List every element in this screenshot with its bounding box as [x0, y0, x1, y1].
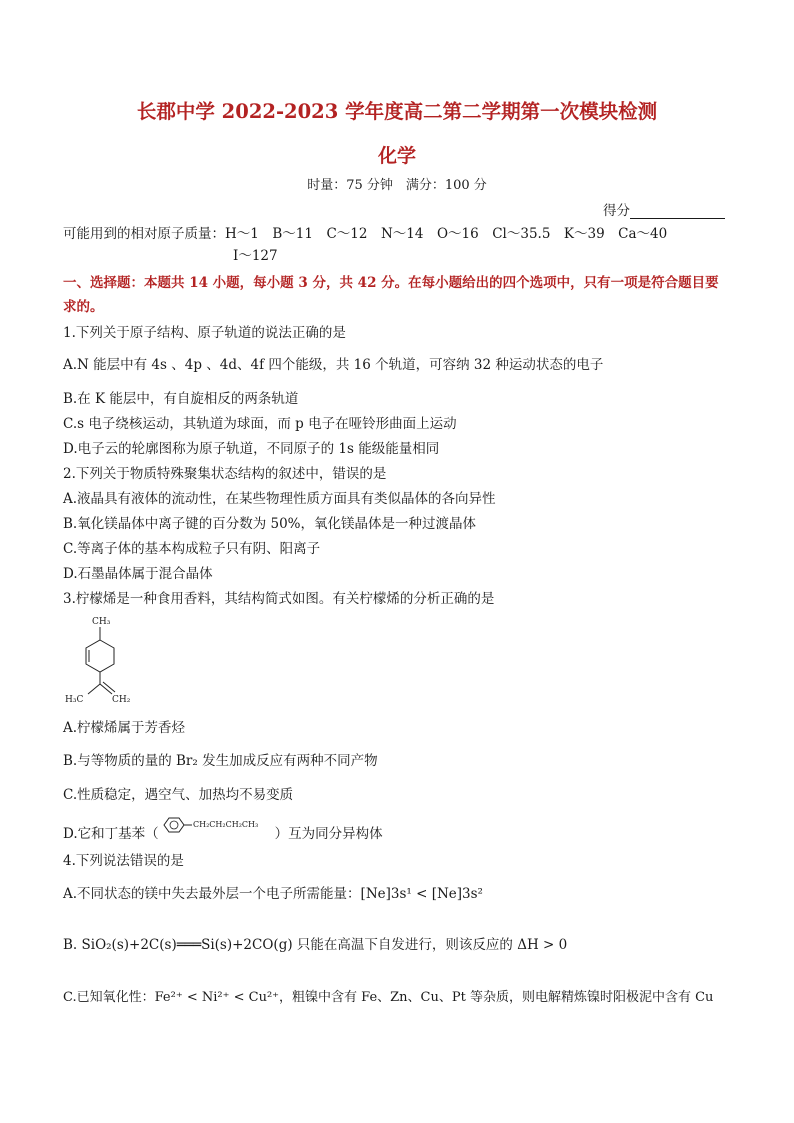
q4-option-b-expr: SiO₂(s)+2C(s)═══Si(s)+2CO(g)	[81, 937, 293, 953]
q2-option-a: A.液晶具有液体的流动性，在某些物理性质方面具有类似晶体的各向异性	[63, 491, 496, 507]
q4-stem: 4.下列说法错误的是	[63, 853, 184, 869]
subject-title: 化学	[377, 145, 416, 167]
q3-stem: 3.柠檬烯是一种食用香料，其结构简式如图。有关柠檬烯的分析正确的是	[63, 591, 495, 607]
q1-option-d: D.电子云的轮廓图称为原子轨道，不同原子的 1s 能级能量相同	[63, 441, 440, 457]
score-blank	[630, 204, 725, 219]
score-field	[603, 199, 725, 219]
q3-option-d-post: ）互为同分异构体	[274, 826, 383, 842]
q3-option-b-pre: B.与等物质的量的	[63, 753, 177, 769]
q4-option-c-pre: C.已知氧化性：	[63, 990, 155, 1005]
atomic-mass-line2: I～127	[233, 248, 278, 264]
atomic-mass-line1: 可能用到的相对原子质量：H～1 B～11 C～12 N～14 O～16 Cl～35.5 K～39 Ca～40	[63, 226, 668, 242]
q3-option-a: A.柠檬烯属于芳香烃	[63, 720, 186, 736]
q2-option-d: D.石墨晶体属于混合晶体	[63, 566, 213, 582]
butylbenzene-chain: CH₂CH₂CH₂CH₃	[193, 820, 259, 829]
score-label: 得分	[603, 203, 630, 219]
mol-label-ch2: CH₂	[112, 695, 131, 705]
q4-option-b-pre: B.	[63, 937, 82, 953]
q1-option-c: C.s 电子绕核运动，其轨道为球面，而 p 电子在哑铃形曲面上运动	[63, 416, 457, 432]
q2-option-b: B.氧化镁晶体中离子键的百分数为 50%，氧化镁晶体是一种过渡晶体	[63, 516, 477, 532]
q3-option-b-post: 发生加成反应有两种不同产物	[197, 753, 378, 769]
q3-option-b	[63, 751, 378, 771]
q4-option-c-post: ，粗镍中含有 Fe、Zn、Cu、Pt 等杂质，则电解精炼镍时阳极泥中含有 Cu	[279, 990, 714, 1005]
q1-option-b: B.在 K 能层中，有自旋相反的两条轨道	[63, 391, 299, 407]
q1-option-a: A.N 能层中有 4s 、4p 、4d、4f 四个能级，共 16 个轨道，可容纳 32 种运动状态的电子	[63, 357, 604, 373]
q4-option-c-expr: Fe²⁺ < Ni²⁺ < Cu²⁺	[154, 990, 280, 1005]
section-heading-line2: 求的。	[63, 299, 104, 315]
q4-option-b-cond: ΔH > 0	[517, 937, 568, 953]
q3-option-c: C.性质稳定，遇空气、加热均不易变质	[63, 787, 294, 803]
exam-title: 长郡中学 2022-2023 学年度高二第二学期第一次模块检测	[136, 100, 658, 123]
butylbenzene-structure	[156, 816, 276, 834]
q4-option-b	[63, 935, 567, 955]
q4-option-a	[63, 884, 483, 904]
section-heading-line1: 一、选择题：本题共 14 小题，每小题 3 分，共 42 分。在每小题给出的四个选项中，只有一项是符合题目要	[63, 275, 719, 291]
time-info: 时量：75 分钟 满分：100 分	[307, 178, 487, 193]
q3-option-b-chem: Br₂	[176, 753, 198, 769]
q3-option-d-pre: D.它和丁基苯（	[63, 826, 159, 842]
q4-option-a-expr: [Ne]3s¹ < [Ne]3s²	[360, 886, 483, 902]
mol-label-h3c: H₃C	[65, 695, 84, 705]
q4-option-b-post: 只能在高温下自发进行，则该反应的	[292, 937, 518, 953]
mol-label-ch3-top: CH₃	[92, 617, 111, 627]
q2-option-c: C.等离子体的基本构成粒子只有阴、阳离子	[63, 541, 321, 557]
limonene-structure	[60, 612, 170, 708]
q4-option-a-pre: A.不同状态的镁中失去最外层一个电子所需能量：	[63, 886, 361, 902]
q1-stem: 1.下列关于原子结构、原子轨道的说法正确的是	[63, 325, 346, 341]
q2-stem: 2.下列关于物质特殊聚集状态结构的叙述中，错误的是	[63, 466, 387, 482]
q4-option-c	[63, 988, 713, 1008]
